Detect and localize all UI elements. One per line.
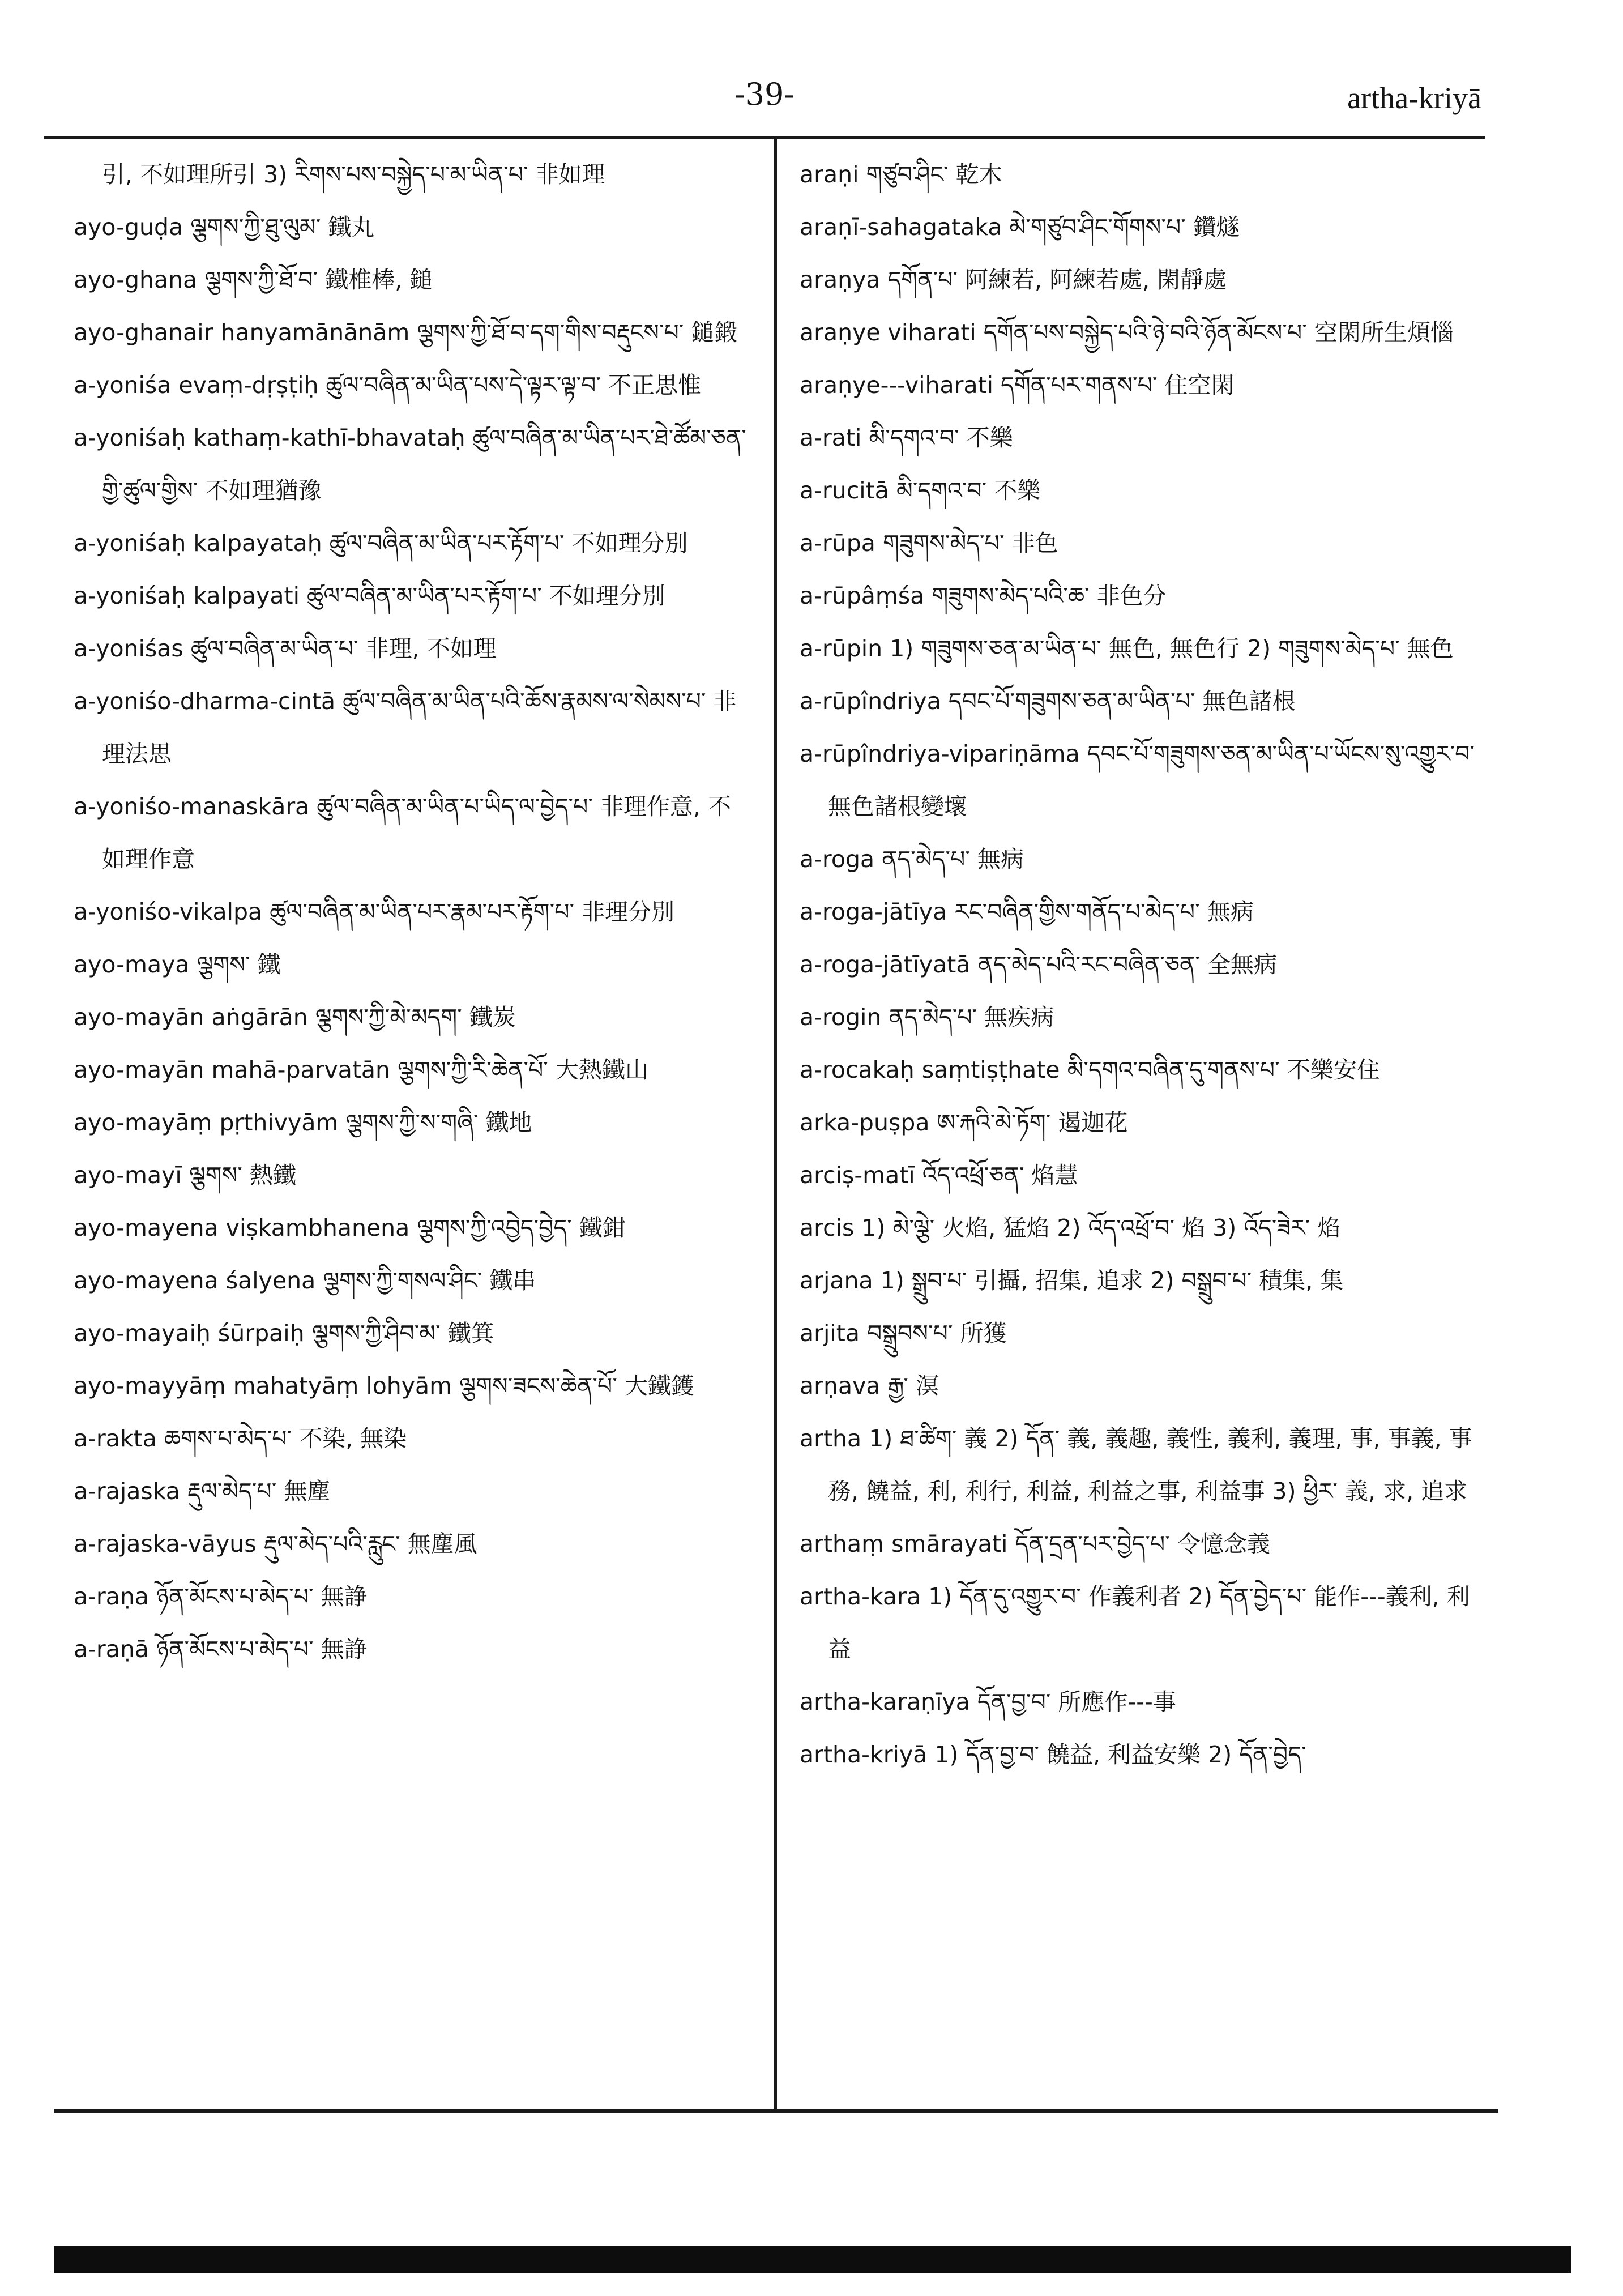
entry-term: a-yoniśaḥ kathaṃ-kathī-bhavataḥ [74,424,465,451]
entry-definition: ནད་མེད་པ་ 無病 [882,846,1024,873]
dictionary-entry [800,622,1476,675]
entry-term: a-rogin [800,1004,882,1031]
entry-term: a-yoniśo-manaskāra [74,793,310,820]
entry-term: ayo-ghana [74,266,198,293]
entry-term: arjita [800,1320,860,1347]
entry-definition: ལྕགས་ཀྱི་ས་གཞི་ 鐵地 [345,1109,532,1136]
entry-definition: ལྕགས་ཀྱི་འབྱེད་བྱེད་ 鐵鉗 [417,1214,626,1241]
dictionary-entry [74,1360,750,1412]
page-number: -39- [734,76,795,112]
entry-definition: ཨ་རྐའི་མེ་ཏོག་ 遏迦花 [937,1109,1128,1136]
entry-definition: ཚུལ་བཞིན་མ་ཡིན་པར་རྟོག་པ་ 不如理分別 [307,582,665,609]
entry-definition: 1) དོན་བྱ་བ་ 饒益, 利益安樂 2) དོན་བྱེད་ [934,1741,1306,1768]
entry-definition: ལྕགས་ཟངས་ཆེན་པོ་ 大鐵鑊 [459,1372,694,1399]
entry-term: a-rūpîndriya [800,688,941,715]
entry-definition: ཉོན་མོངས་པ་མེད་པ་ 無諍 [156,1583,368,1610]
entry-definition: བསྒྲུབས་པ་ 所獲 [867,1320,1007,1347]
entry-term: a-roga [800,846,875,873]
entry-term: a-rajaska [74,1478,180,1505]
entry-definition: རང་བཞིན་གྱིས་གནོད་པ་མེད་པ་ 無病 [954,898,1254,925]
dictionary-entry [74,780,750,886]
dictionary-entry [74,1254,750,1307]
dictionary-entry [800,1412,1476,1518]
dictionary-entry [74,675,750,780]
dictionary-entry [800,728,1476,833]
running-head: artha-kriyā [1347,81,1481,115]
entry-term: ayo-mayāṃ pṛthivyām [74,1109,339,1136]
entry-term: a-raṇā [74,1636,150,1663]
entry-definition: ལྕགས་ཀྱི་ཐུ་ལུམ་ 鐵丸 [190,214,375,241]
entry-definition: ཆགས་པ་མེད་པ་ 不染, 無染 [164,1425,407,1452]
entry-term: araṇya [800,266,881,293]
dictionary-entry [74,622,750,675]
entry-definition: ལྕགས་ 熱鐵 [189,1162,296,1189]
dictionary-entry [800,1254,1476,1307]
entry-definition: ཚུལ་བཞིན་མ་ཡིན་པས་དེ་ལྟར་ལྟ་བ་ 不正思惟 [326,372,702,399]
entry-definition: 1) ཐ་ཚིག་ 義 2) དོན་ 義, 義趣, 義性, 義利, 義理, 事, 事義, 事務, 饒益, 利, 利行, 利益, 利益之事, 利益事 3) ཕྱིར་ 義, 求, 追求 [828,1425,1472,1505]
dictionary-entry [74,1096,750,1149]
dictionary-entry [800,886,1476,938]
entry-definition: མེ་གཙུབ་ཤིང་གོགས་པ་ 鑽燧 [1009,214,1240,241]
dictionary-entry [800,254,1476,306]
dictionary-entry [800,1360,1476,1412]
entry-definition: 1) མེ་ལྕེ་ 火焰, 猛焰 2) འོད་འཕྲོ་བ་ 焰 3) འོད་ཟེར་ 焰 [861,1214,1341,1241]
entry-definition: ནད་མེད་པའི་རང་བཞིན་ཅན་ 全無病 [977,951,1277,978]
entry-definition: གཟུགས་མེད་པའི་ཆ་ 非色分 [932,582,1167,609]
entry-term: arjana [800,1267,873,1294]
scan-edge-bar [54,2246,1571,2273]
dictionary-entry [74,1149,750,1202]
entry-definition: ལྕགས་ཀྱི་གསལ་ཤིང་ 鐵串 [323,1267,536,1294]
entry-term: ayo-guḍa [74,214,183,241]
entry-term: a-rati [800,424,862,451]
dictionary-entry [74,1465,750,1518]
entry-term: a-rūpin [800,635,883,662]
entry-definition: རྡུལ་མེད་པའི་རླུང་ 無塵風 [263,1530,477,1557]
entry-definition: དོན་བྱ་བ་ 所應作---事 [977,1688,1176,1715]
entry-definition: ཚུལ་བཞིན་མ་ཡིན་པ་ཡིད་ལ་བྱེད་པ་ 非理作意, 不如理作意 [102,793,732,873]
entry-definition: ལྕགས་ཀྱི་ཐོ་བ་ 鐵椎棒, 鎚 [204,266,433,293]
entry-term: a-roga-jātīyatā [800,951,971,978]
dictionary-entry [74,1518,750,1571]
entry-term: a-rūpîndriya-vipariṇāma [800,740,1080,767]
entry-definition: དབང་པོ་གཟུགས་ཅན་མ་ཡིན་པ་ 無色諸根 [948,688,1296,715]
entry-term: arciṣ-matī [800,1162,915,1189]
entry-term: a-rajaska-vāyus [74,1530,257,1557]
dictionary-entry [800,306,1476,359]
entry-term: a-yoniśaḥ kalpayati [74,582,300,609]
entry-definition: ཚུལ་བཞིན་མ་ཡིན་པའི་ཆོས་རྣམས་ལ་སེམས་པ་ 非理法思 [102,688,737,767]
entry-term: a-rakta [74,1425,157,1452]
entry-definition: ལྕགས་ཀྱི་མེ་མདག་ 鐵炭 [315,1004,516,1031]
dictionary-entry [800,1096,1476,1149]
entry-definition: ཚུལ་བཞིན་མ་ཡིན་པར་རྣམ་པར་རྟོག་པ་ 非理分別 [270,898,675,925]
dictionary-entry [800,517,1476,570]
dictionary-entry [74,938,750,991]
entry-term: ayo-mayī [74,1162,182,1189]
entry-definition: མི་དགའ་བཞིན་དུ་གནས་པ་ 不樂安住 [1067,1056,1380,1083]
entry-definition: མི་དགའ་བ་ 不樂 [896,477,1041,504]
dictionary-entry [800,1518,1476,1571]
entry-term: araṇi [800,161,859,188]
entry-term: artha-kara [800,1583,921,1610]
entry-definition: ཚུལ་བཞིན་མ་ཡིན་པར་ཐེ་ཚོམ་ཅན་གྱི་ཚུལ་གྱིས་ 不如理猶豫 [102,424,746,504]
entry-definition: འོད་འཕྲོ་ཅན་ 焰慧 [922,1162,1078,1189]
entry-definition: དགོན་པར་གནས་པ་ 住空閑 [1001,372,1235,399]
entry-definition: དོན་དྲན་པར་བྱེད་པ་ 令憶念義 [1015,1530,1270,1557]
left-column [74,148,750,2097]
entry-term: ayo-mayena viṣkambhanena [74,1214,410,1241]
entry-definition: 1) གཟུགས་ཅན་མ་ཡིན་པ་ 無色, 無色行 2) གཟུགས་མེད་པ་ 無色 [890,635,1454,662]
entry-definition: གཙུབ་ཤིང་ 乾木 [866,161,1002,188]
dictionary-entry [800,1307,1476,1360]
dictionary-entry [74,306,750,359]
dictionary-entry [800,570,1476,622]
entry-term: a-roga-jātīya [800,898,947,925]
dictionary-entry [800,1571,1476,1676]
entry-term: a-rucitā [800,477,889,504]
dictionary-entry [74,1412,750,1465]
entry-definition: 1) དོན་དུ་འགྱུར་བ་ 作義利者 2) དོན་བྱེད་པ་ 能作---義利, 利益 [828,1583,1470,1663]
entry-term: a-rūpa [800,530,875,557]
dictionary-entry [74,991,750,1044]
dictionary-entry [74,1307,750,1360]
entry-term: araṇye viharati [800,319,976,346]
entry-term: a-yoniśaḥ kalpayataḥ [74,530,322,557]
dictionary-entry [800,1729,1476,1781]
entry-term: arcis [800,1214,855,1241]
entry-definition: མི་དགའ་བ་ 不樂 [869,424,1013,451]
entry-definition: ལྕགས་ཀྱི་ཐོ་བ་དག་གིས་བརྡུངས་པ་ 鎚鍛 [417,319,738,346]
dictionary-entry [74,1571,750,1623]
dictionary-entry [800,148,1476,201]
top-rule [44,136,1485,139]
dictionary-entry [74,201,750,254]
dictionary-entry [800,359,1476,412]
dictionary-entry [800,201,1476,254]
entry-term: a-yoniśa evaṃ-dṛṣṭiḥ [74,372,319,399]
entry-term: ayo-mayaiḥ śūrpaiḥ [74,1320,305,1347]
dictionary-entry [74,1044,750,1096]
dictionary-entry [74,1623,750,1676]
entry-term: ayo-mayena śalyena [74,1267,316,1294]
dictionary-entry [74,570,750,622]
entry-definition: ལྕགས་ཀྱི་རི་ཆེན་པོ་ 大熱鐵山 [398,1056,648,1083]
entry-definition: དབང་པོ་གཟུགས་ཅན་མ་ཡིན་པ་ཡོངས་སུ་འགྱུར་བ་ 無色諸根變壞 [828,740,1475,820]
dictionary-entry [800,1149,1476,1202]
entry-term: artha-karaṇīya [800,1688,970,1715]
entry-term: a-raṇa [74,1583,150,1610]
entry-term: artha [800,1425,862,1452]
dictionary-entry [74,148,750,201]
entry-term: a-yoniśo-vikalpa [74,898,263,925]
dictionary-entry [74,254,750,306]
dictionary-entry [800,833,1476,886]
entry-definition: རྡུལ་མེད་པ་ 無塵 [187,1478,331,1505]
dictionary-entry [800,675,1476,728]
entry-definition: དགོན་པ་ 阿練若, 阿練若處, 閑靜處 [887,266,1227,293]
dictionary-entry [800,938,1476,991]
entry-term: a-rocakaḥ saṃtiṣṭhate [800,1056,1060,1083]
entry-term: artha-kriyā [800,1741,928,1768]
entry-definition: ཚུལ་བཞིན་མ་ཡིན་པར་རྟོག་པ་ 不如理分別 [329,530,688,557]
entry-definition: ལྕགས་ 鐵 [197,951,281,978]
entry-definition: ཉོན་མོངས་པ་མེད་པ་ 無諍 [156,1636,368,1663]
right-column [800,148,1476,2097]
dictionary-entry [74,412,750,517]
dictionary-entry [74,1202,750,1254]
entry-term: arka-puṣpa [800,1109,930,1136]
entry-term: ayo-mayān mahā-parvatān [74,1056,391,1083]
entry-definition: 引, 不如理所引 3) རིགས་པས་བསྐྱེད་པ་མ་ཡིན་པ་ 非如理 [102,161,605,188]
entry-term: arthaṃ smārayati [800,1530,1008,1557]
dictionary-entry [800,991,1476,1044]
entry-term: ayo-maya [74,951,190,978]
entry-definition: ཚུལ་བཞིན་མ་ཡིན་པ་ 非理, 不如理 [190,635,497,662]
entry-term: a-rūpâṃśa [800,582,925,609]
dictionary-entry [800,1044,1476,1096]
dictionary-entry [800,412,1476,464]
dictionary-entry [74,517,750,570]
entry-definition: དགོན་པས་བསྐྱེད་པའི་ཉེ་བའི་ཉོན་མོངས་པ་ 空閑所生煩惱 [983,319,1454,346]
dictionary-entry [74,886,750,938]
entry-definition: 1) སྒྲུབ་པ་ 引攝, 招集, 追求 2) བསྒྲུབ་པ་ 積集, 集 [880,1267,1344,1294]
entry-definition: རྒྱ་ 溟 [887,1372,939,1399]
dictionary-entry [800,1676,1476,1729]
entry-term: ayo-ghanair hanyamānānām [74,319,410,346]
entry-definition: ནད་མེད་པ་ 無疾病 [889,1004,1054,1031]
bottom-rule [54,2109,1498,2113]
entry-term: araṇī-sahagataka [800,214,1002,241]
entry-term: a-yoniśas [74,635,183,662]
entry-term: arṇava [800,1372,881,1399]
entry-term: ayo-mayān aṅgārān [74,1004,308,1031]
column-divider [774,138,777,2110]
entry-definition: གཟུགས་མེད་པ་ 非色 [882,530,1058,557]
entry-term: ayo-mayyāṃ mahatyāṃ lohyām [74,1372,452,1399]
dictionary-entry [800,1202,1476,1254]
entry-term: araṇye---viharati [800,372,994,399]
dictionary-entry [74,359,750,412]
dictionary-entry [800,464,1476,517]
entry-term: a-yoniśo-dharma-cintā [74,688,336,715]
entry-definition: ལྕགས་ཀྱི་ཤིབ་མ་ 鐵箕 [311,1320,494,1347]
